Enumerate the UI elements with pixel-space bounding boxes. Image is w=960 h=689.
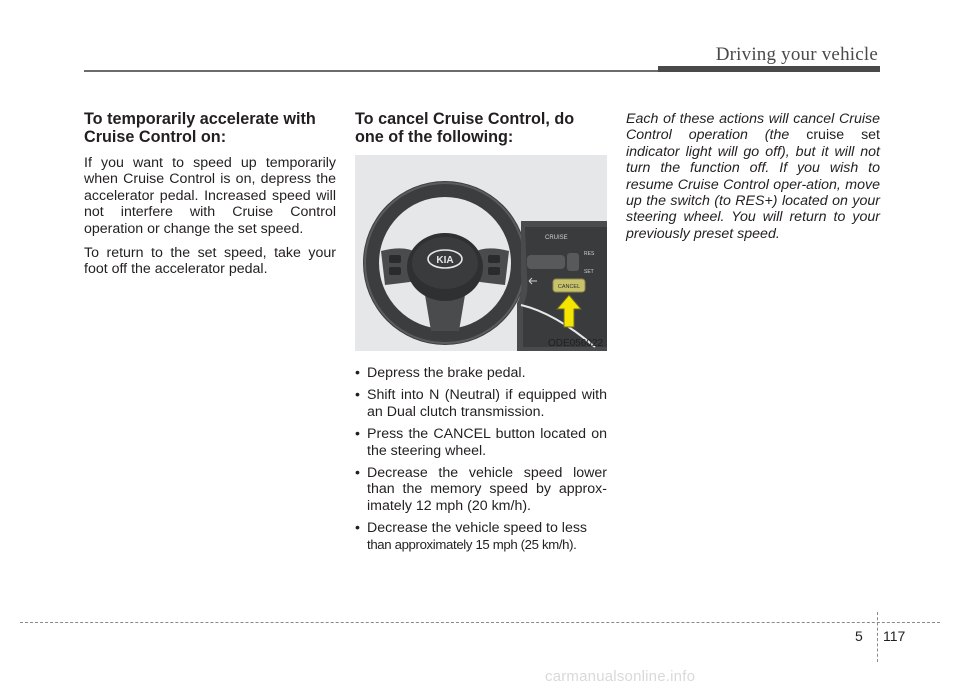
header-rule-accent xyxy=(658,66,880,72)
footer-divider xyxy=(877,612,878,662)
paragraph-return-set-speed: To return to the set speed, take your foot off the accelerator pedal. xyxy=(84,245,336,278)
heading-cancel-cruise: To cancel Cruise Control, do one of the following: xyxy=(355,110,575,146)
list-item: • Decrease the vehicle speed to less than approximately 15 mph (25 km/h). xyxy=(355,520,588,552)
steering-wheel-figure xyxy=(355,155,607,351)
page-number: 117 xyxy=(883,628,906,644)
watermark: carmanualsonline.info xyxy=(545,668,696,685)
res-label: RES xyxy=(584,251,595,257)
cruise-label: CRUISE xyxy=(545,235,568,241)
list-item: • Press the CANCEL button located on the steering wheel. xyxy=(355,426,607,459)
steering-wheel-illustration xyxy=(355,155,607,351)
column-accelerate xyxy=(84,111,336,286)
cancel-label: CANCEL xyxy=(557,284,581,290)
column-cancel xyxy=(355,111,607,559)
list-item: • Decrease the vehicle speed lower than the memory speed by approx-imately 12 mph (20 km/h). xyxy=(355,465,607,514)
column-cancel-note xyxy=(626,111,880,250)
cancel-note: Each of these actions will cancel Cruise Control operation (the cruise set indicator light will go off), but it will not turn the function off. If you wish to resume Cruise Control oper-ation, move up the switch (to RES+) located on your steering wheel. You will return to your previously preset speed. xyxy=(626,111,880,242)
chapter-number: 5 xyxy=(855,628,863,644)
list-item: • Shift into N (Neutral) if equipped with an Dual clutch transmission. xyxy=(355,387,607,420)
section-title: Driving your vehicle xyxy=(715,44,878,65)
cancel-methods-list xyxy=(355,365,607,553)
heading-temporary-accelerate: To temporarily accelerate with Cruise Control on: xyxy=(84,110,316,146)
list-item: • Depress the brake pedal. xyxy=(355,365,526,381)
kia-logo-text: KIA xyxy=(436,255,454,266)
figure-code: ODE056022 xyxy=(547,338,603,349)
paragraph-accelerate: If you want to speed up temporarily when Cruise Control is on, depress the accelerator pedal. Increased speed will not interfere with Cruise Control operation or change the set speed. xyxy=(84,155,336,237)
set-label: SET xyxy=(584,269,594,275)
footer-rule xyxy=(20,622,940,623)
